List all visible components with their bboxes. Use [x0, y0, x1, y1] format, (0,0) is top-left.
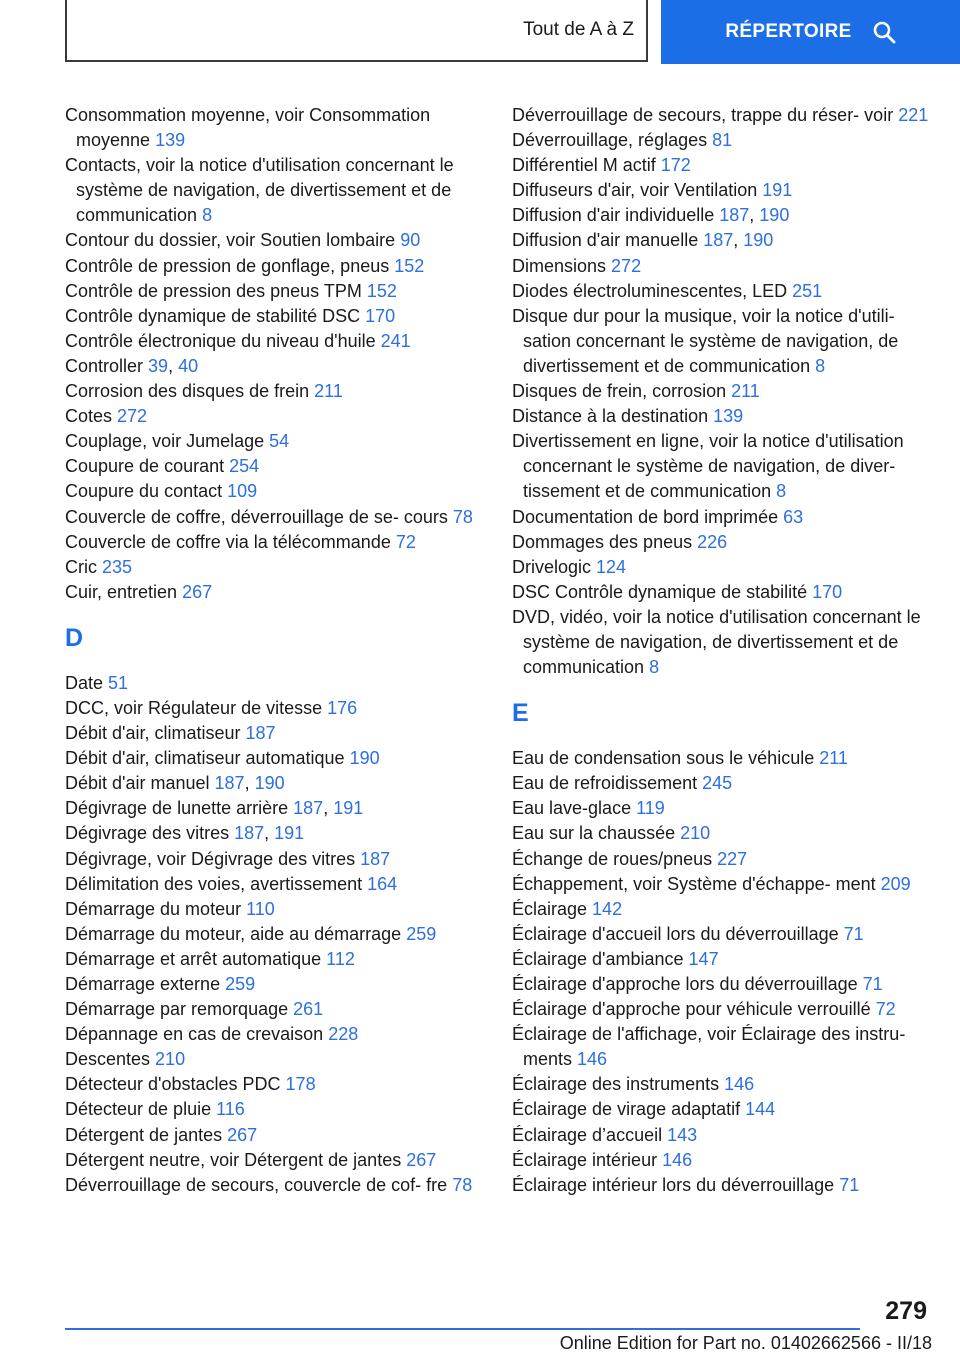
- page-reference-link[interactable]: 144: [745, 1099, 776, 1120]
- index-entry: [512, 847, 932, 872]
- index-entry-text: Démarrage et arrêt automatique: [65, 948, 327, 969]
- page-reference-link[interactable]: 124: [596, 556, 627, 577]
- page-reference-link[interactable]: 8: [202, 205, 213, 226]
- index-entry: [65, 329, 483, 354]
- page-reference-link[interactable]: 210: [155, 1049, 186, 1070]
- page-reference-link[interactable]: 228: [328, 1024, 359, 1045]
- tab-a-to-z[interactable]: [65, 0, 648, 62]
- page-reference-link[interactable]: 245: [702, 773, 733, 794]
- page-reference-link[interactable]: 71: [862, 974, 883, 994]
- index-entry-text: Échange de roues/pneus: [512, 848, 718, 869]
- index-entry-text: Démarrage du moteur, aide au démarrage: [65, 923, 407, 944]
- index-entry: [512, 429, 932, 504]
- index-entry-text: Cuir, entretien: [65, 581, 183, 602]
- page-reference-link[interactable]: 187: [293, 798, 324, 819]
- page-reference-link[interactable]: 187: [703, 230, 734, 251]
- page-reference-link[interactable]: 116: [216, 1099, 245, 1120]
- page-reference-link[interactable]: 187: [360, 848, 391, 869]
- index-entry: Dégivrage des vitres 187, 191: [65, 823, 305, 844]
- page-reference-link[interactable]: 90: [400, 230, 421, 251]
- index-entry: [65, 972, 483, 997]
- page-reference-link[interactable]: 267: [182, 581, 213, 602]
- page-reference-link[interactable]: 190: [254, 773, 285, 794]
- page-reference-link[interactable]: 63: [783, 506, 804, 527]
- index-entry: [512, 1173, 932, 1198]
- index-entry: [512, 922, 932, 947]
- index-entry-text: Coupure du contact: [65, 481, 228, 502]
- index-entry: [65, 304, 483, 329]
- page-reference-link[interactable]: 187: [245, 723, 276, 744]
- index-entry-text: Éclairage d'ambiance: [512, 948, 689, 969]
- index-entry-text: Disques de frein, corrosion: [512, 381, 732, 402]
- page-reference-link[interactable]: 254: [229, 456, 260, 477]
- index-entry-text: Contrôle de pression de gonflage, pneus: [65, 255, 395, 276]
- index-entry: [512, 379, 932, 404]
- index-entry: [512, 746, 932, 771]
- page-reference-link[interactable]: 170: [812, 581, 843, 602]
- page-reference-link[interactable]: 259: [406, 923, 437, 944]
- page-reference-link[interactable]: 172: [660, 155, 691, 176]
- index-entry: [512, 997, 932, 1022]
- index-entry: [65, 1072, 483, 1097]
- index-entry-text: Cotes: [65, 406, 118, 427]
- page-reference-link[interactable]: 142: [592, 898, 623, 919]
- page-reference-link[interactable]: 51: [108, 672, 129, 693]
- index-entry: [512, 153, 932, 178]
- page-reference-link[interactable]: 152: [394, 255, 425, 276]
- page-reference-link[interactable]: 71: [839, 1174, 860, 1195]
- index-entry: [65, 1148, 483, 1173]
- page-reference-link[interactable]: 112: [326, 948, 355, 969]
- tab-repertoire[interactable]: [661, 0, 960, 64]
- index-entry: [65, 1022, 483, 1047]
- index-entry-text: Eau sur la chaussée: [512, 823, 681, 844]
- index-column-right: [512, 103, 932, 1198]
- page-reference-link[interactable]: 72: [395, 531, 416, 552]
- index-entry: Diffusion d'air manuelle 187, 190: [512, 230, 774, 251]
- index-entry: [65, 404, 483, 429]
- page-reference-link[interactable]: 146: [577, 1049, 608, 1070]
- index-entry: [512, 605, 932, 680]
- index-entry-text: Diffuseurs d'air, voir Ventilation: [512, 180, 763, 201]
- index-entry: [65, 505, 483, 530]
- index-entry-text: DVD, vidéo, voir la notice d'utilisation concernant le système de navigation, de divertissement et de communication: [512, 606, 921, 678]
- index-entry: [65, 671, 483, 696]
- page-reference-link[interactable]: 147: [688, 948, 719, 969]
- index-entry-text: Détecteur de pluie: [65, 1099, 217, 1120]
- index-entry-text: Descentes: [65, 1049, 156, 1070]
- page-reference-link[interactable]: 272: [611, 255, 642, 276]
- index-entry-text: Échappement, voir Système d'échappe- ment: [512, 873, 881, 894]
- index-entry: [65, 997, 483, 1022]
- page-reference-link[interactable]: 119: [636, 798, 665, 819]
- index-entry: [65, 530, 483, 555]
- search-icon: [872, 20, 896, 44]
- tab-a-to-z-label: Tout de A à Z: [523, 19, 634, 40]
- index-entry: [65, 1173, 483, 1198]
- page-reference-link[interactable]: 209: [880, 873, 911, 894]
- index-entry: [65, 454, 483, 479]
- index-entry-text: Éclairage d'approche pour véhicule verrouillé: [512, 999, 876, 1020]
- page-reference-link[interactable]: 259: [225, 974, 256, 994]
- page-reference-link[interactable]: 110: [246, 898, 275, 919]
- page-reference-link[interactable]: 211: [314, 381, 343, 402]
- index-entry-text: Contour du dossier, voir Soutien lombaire: [65, 230, 401, 251]
- index-entry: Dégivrage de lunette arrière 187, 191: [65, 798, 364, 819]
- page-reference-link[interactable]: 176: [327, 697, 358, 718]
- index-entry-text: DSC Contrôle dynamique de stabilité: [512, 581, 813, 602]
- index-entry-text: Déverrouillage, réglages: [512, 130, 713, 151]
- page-reference-link[interactable]: 211: [731, 381, 760, 402]
- page-reference-link[interactable]: 191: [274, 823, 305, 844]
- index-entry-text: Débit d'air, climatiseur automatique: [65, 748, 350, 769]
- index-entry: [65, 721, 483, 746]
- page-reference-link[interactable]: 191: [333, 798, 364, 819]
- index-entry-text: Dégivrage de lunette arrière: [65, 798, 294, 819]
- page-reference-link[interactable]: 267: [227, 1124, 258, 1145]
- index-entry-text: Controller: [65, 355, 149, 376]
- page-reference-link[interactable]: 178: [285, 1074, 316, 1095]
- index-entry: [512, 304, 932, 379]
- index-entry-text: Consommation moyenne, voir Consommation moyenne: [65, 105, 431, 151]
- index-entry: [65, 228, 483, 253]
- page-reference-link[interactable]: 8: [649, 657, 660, 678]
- section-letter: E: [512, 699, 529, 728]
- page-reference-link[interactable]: 139: [713, 406, 744, 427]
- index-entry-text: Démarrage du moteur: [65, 898, 247, 919]
- index-entry: [65, 429, 483, 454]
- page-reference-link[interactable]: 267: [406, 1149, 437, 1170]
- page-reference-link[interactable]: 8: [776, 481, 787, 502]
- index-entry-text: Contacts, voir la notice d'utilisation concernant le système de navigation, de divertissement et de communication: [65, 155, 454, 226]
- index-entry: [512, 972, 932, 997]
- index-entry-text: Contrôle de pression des pneus TPM: [65, 280, 367, 301]
- index-entry-text: Déverrouillage de secours, trappe du réser- voir: [512, 105, 899, 125]
- index-entry: [512, 1072, 932, 1097]
- index-entry: [65, 746, 483, 771]
- index-entry-text: Contrôle électronique du niveau d'huile: [65, 330, 381, 351]
- index-entry: [512, 1148, 932, 1173]
- index-entry: [65, 555, 483, 580]
- index-entry: [512, 821, 932, 846]
- index-entry-text: Détergent neutre, voir Détergent de jantes: [65, 1149, 407, 1170]
- index-entry: [512, 796, 932, 821]
- page-reference-link[interactable]: 109: [227, 481, 258, 502]
- index-entry: [65, 1047, 483, 1072]
- index-entry-text: Délimitation des voies, avertissement: [65, 873, 368, 894]
- page-reference-link[interactable]: 81: [712, 130, 733, 151]
- index-entry: [65, 279, 483, 304]
- index-entry-text: Dégivrage, voir Dégivrage des vitres: [65, 848, 361, 869]
- index-entry: [512, 580, 932, 605]
- index-entry-text: Diffusion d'air individuelle: [512, 205, 720, 226]
- index-entry: [65, 153, 483, 228]
- index-entry: [512, 947, 932, 972]
- index-entry: [65, 580, 483, 605]
- page-reference-link[interactable]: 227: [717, 848, 748, 869]
- index-entry: [512, 897, 932, 922]
- index-entry-text: Dégivrage des vitres: [65, 823, 235, 844]
- footer-edition-text: Online Edition for Part no. 01402662566 - II/18: [559, 1333, 932, 1353]
- page-reference-link[interactable]: 39: [148, 355, 169, 376]
- index-entry-text: Couplage, voir Jumelage: [65, 431, 270, 452]
- page-reference-link[interactable]: 78: [452, 506, 473, 527]
- index-entry-text: Débit d'air manuel: [65, 773, 215, 794]
- page-reference-link[interactable]: 187: [214, 773, 245, 794]
- index-entry: [65, 947, 483, 972]
- page-number: 279: [885, 1297, 927, 1325]
- index-entry: [512, 1022, 932, 1072]
- index-entry-text: Démarrage par remorquage: [65, 999, 294, 1020]
- index-entry: [512, 530, 932, 555]
- section-letter: D: [65, 623, 84, 652]
- index-entry-text: Éclairage intérieur: [512, 1149, 663, 1170]
- index-entry-text: Diodes électroluminescentes, LED: [512, 280, 793, 301]
- page-reference-link[interactable]: 8: [815, 355, 826, 376]
- index-entry: [65, 1097, 483, 1122]
- page-reference-link[interactable]: 241: [380, 330, 411, 351]
- index-entry-text: Éclairage intérieur lors du déverrouillage: [512, 1174, 840, 1195]
- index-entry-text: Éclairage d’accueil: [512, 1124, 668, 1145]
- index-entry: [65, 379, 483, 404]
- index-entry-text: Éclairage d'accueil lors du déverrouillage: [512, 923, 844, 944]
- page-reference-link[interactable]: 40: [178, 355, 199, 376]
- page-reference-link[interactable]: 146: [662, 1149, 693, 1170]
- index-entry-text: Couvercle de coffre via la télécommande: [65, 531, 396, 552]
- index-entry: [65, 847, 483, 872]
- page-reference-link[interactable]: 226: [697, 531, 728, 552]
- index-column-left: [65, 103, 483, 1198]
- index-entry-text: Distance à la destination: [512, 406, 714, 427]
- footer-rule: [65, 1328, 860, 1330]
- index-entry: Controller 39, 40: [65, 355, 199, 376]
- index-entry: [65, 103, 483, 153]
- index-entry: [65, 1123, 483, 1148]
- index-entry-text: Cric: [65, 556, 102, 577]
- index-entry-text: Coupure de courant: [65, 456, 230, 477]
- index-entry: Diffusion d'air individuelle 187, 190: [512, 205, 790, 226]
- index-entry: [65, 254, 483, 279]
- page-reference-link[interactable]: 210: [680, 823, 711, 844]
- index-entry-text: Eau lave-glace: [512, 798, 637, 819]
- index-entry: [512, 505, 932, 530]
- index-entry: [65, 922, 483, 947]
- index-entry: [512, 872, 932, 897]
- index-entry: [512, 1123, 932, 1148]
- index-entry: [512, 254, 932, 279]
- index-entry-text: Éclairage d'approche lors du déverrouillage: [512, 974, 863, 994]
- page-reference-link[interactable]: 261: [293, 999, 324, 1020]
- index-entry: [512, 128, 932, 153]
- index-entry-text: Corrosion des disques de frein: [65, 381, 315, 402]
- index-entry: [65, 872, 483, 897]
- page-reference-link[interactable]: 146: [724, 1074, 755, 1095]
- index-entry-text: Disque dur pour la musique, voir la notice d'utili- sation concernant le système de navigation, de divertissement et de communication: [512, 305, 899, 376]
- page-reference-link[interactable]: 187: [234, 823, 265, 844]
- index-entry: [512, 279, 932, 304]
- index-entry: Débit d'air manuel 187, 190: [65, 773, 285, 794]
- page-reference-link[interactable]: 139: [155, 130, 186, 151]
- page-reference-link[interactable]: 164: [367, 873, 398, 894]
- index-entry: [512, 771, 932, 796]
- index-entry-text: DCC, voir Régulateur de vitesse: [65, 697, 328, 718]
- index-entry-text: Débit d'air, climatiseur: [65, 723, 246, 744]
- page-reference-link[interactable]: 170: [365, 305, 396, 326]
- index-entry-text: Dépannage en cas de crevaison: [65, 1024, 329, 1045]
- index-entry: [65, 897, 483, 922]
- page-reference-link[interactable]: 272: [117, 406, 148, 427]
- index-entry-text: Détergent de jantes: [65, 1124, 228, 1145]
- index-entry-text: Dommages des pneus: [512, 531, 698, 552]
- index-entry-text: Couvercle de coffre, déverrouillage de se- cours: [65, 506, 453, 527]
- page-reference-link[interactable]: 78: [452, 1174, 473, 1195]
- index-entry-text: Démarrage externe: [65, 974, 226, 994]
- page-reference-link[interactable]: 190: [759, 205, 790, 226]
- index-entry: [512, 555, 932, 580]
- page-reference-link[interactable]: 190: [349, 748, 380, 769]
- index-entry-text: Documentation de bord imprimée: [512, 506, 784, 527]
- page-reference-link[interactable]: 72: [875, 999, 896, 1020]
- index-entry-text: Contrôle dynamique de stabilité DSC: [65, 305, 366, 326]
- page-reference-link[interactable]: 143: [667, 1124, 698, 1145]
- page-reference-link[interactable]: 251: [792, 280, 823, 301]
- index-entry-text: Divertissement en ligne, voir la notice d'utilisation concernant le système de navigation, de diver- tissement et de communication: [512, 431, 904, 502]
- index-entry-text: Eau de condensation sous le véhicule: [512, 748, 820, 769]
- index-entry: [512, 404, 932, 429]
- page-reference-link[interactable]: 152: [366, 280, 397, 301]
- index-entry: [65, 696, 483, 721]
- index-entry: [512, 178, 932, 203]
- index-entry-text: Éclairage de l'affichage, voir Éclairage des instru- ments: [512, 1024, 906, 1070]
- index-entry-text: Dimensions: [512, 255, 612, 276]
- index-entry-text: Différentiel M actif: [512, 155, 661, 176]
- page-reference-link[interactable]: 221: [898, 105, 929, 125]
- index-entry: [512, 1097, 932, 1122]
- index-entry: [65, 479, 483, 504]
- tab-repertoire-label: RÉPERTOIRE: [725, 21, 852, 42]
- index-entry-text: Eau de refroidissement: [512, 773, 703, 794]
- page-reference-link[interactable]: 190: [743, 230, 774, 251]
- page-reference-link[interactable]: 187: [719, 205, 750, 226]
- index-entry-text: Détecteur d'obstacles PDC: [65, 1074, 286, 1095]
- index-entry-text: Déverrouillage de secours, couvercle de cof- fre: [65, 1174, 453, 1195]
- index-entry-text: Diffusion d'air manuelle: [512, 230, 704, 251]
- index-entry-text: Éclairage des instruments: [512, 1074, 725, 1095]
- page-reference-link[interactable]: 54: [269, 431, 290, 452]
- page-reference-link[interactable]: 71: [843, 923, 864, 944]
- page-reference-link[interactable]: 235: [102, 556, 133, 577]
- index-entry-text: Drivelogic: [512, 556, 597, 577]
- page-reference-link[interactable]: 211: [819, 748, 848, 769]
- index-entry-text: Date: [65, 672, 109, 693]
- index-entry-text: Éclairage de virage adaptatif: [512, 1099, 746, 1120]
- index-entry-text: Éclairage: [512, 898, 593, 919]
- index-entry: [512, 103, 932, 128]
- page-reference-link[interactable]: 191: [762, 180, 793, 201]
